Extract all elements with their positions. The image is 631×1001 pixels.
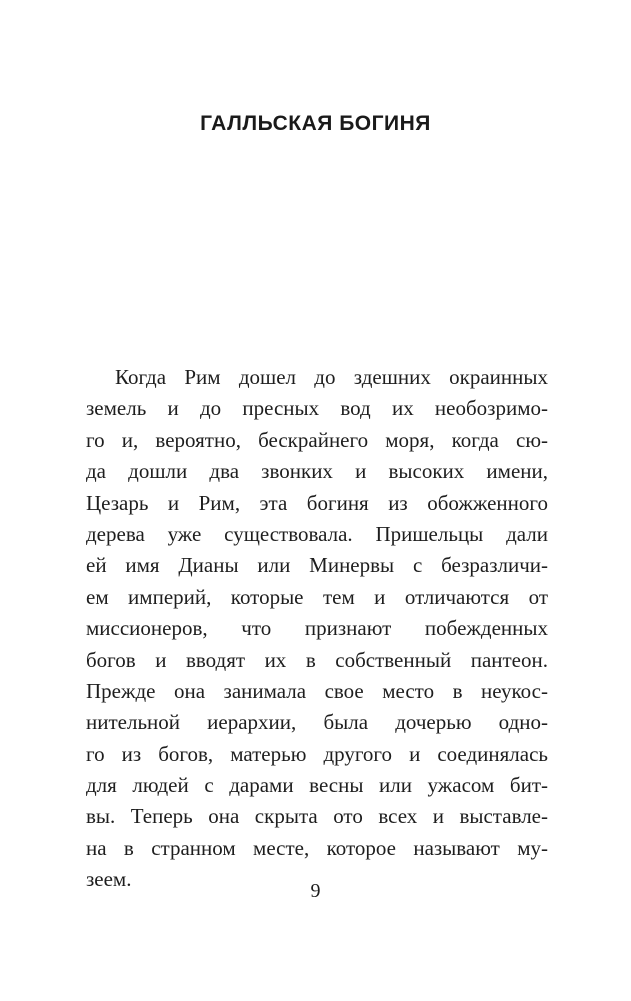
page-number: 9 [310, 880, 321, 902]
paragraph-line: дерева уже существовала. Пришельцы дали [86, 521, 548, 546]
paragraph-line: Прежде она занимала свое место в неукос- [86, 678, 548, 703]
paragraph-line: земель и до пресных вод их необозримо- [86, 396, 548, 421]
paragraph-line: го из богов, матерью другого и соединялась [86, 741, 548, 766]
paragraph-line: нительной иерархии, была дочерью одно- [86, 710, 548, 735]
paragraph-line: вы. Теперь она скрыта ото всех и выставле- [86, 804, 548, 829]
paragraph-line: Цезарь и Рим, эта богиня из обожженного [86, 490, 548, 515]
paragraph-line: ем империй, которые тем и отличаются от [86, 584, 548, 609]
paragraph-line: богов и вводят их в собственный пантеон. [86, 647, 548, 672]
paragraph-line: миссионеров, что признают побежденных [86, 616, 548, 641]
paragraph-line: да дошли два звонких и высоких имени, [86, 459, 548, 484]
paragraph-line: для людей с дарами весны или ужасом бит- [86, 773, 548, 798]
paragraph-line: го и, вероятно, бескрайнего моря, когда сю- [86, 427, 548, 452]
body-paragraph [86, 362, 548, 896]
paragraph-line: на в странном месте, которое называют му- [86, 835, 548, 860]
paragraph-line: Когда Рим дошел до здешних окраинных [115, 365, 548, 389]
paragraph-line: зеем. [86, 867, 132, 892]
chapter-title: ГАЛЛЬСКАЯ БОГИНЯ [200, 112, 431, 135]
paragraph-line: ей имя Дианы или Минервы с безразличи- [86, 553, 548, 578]
